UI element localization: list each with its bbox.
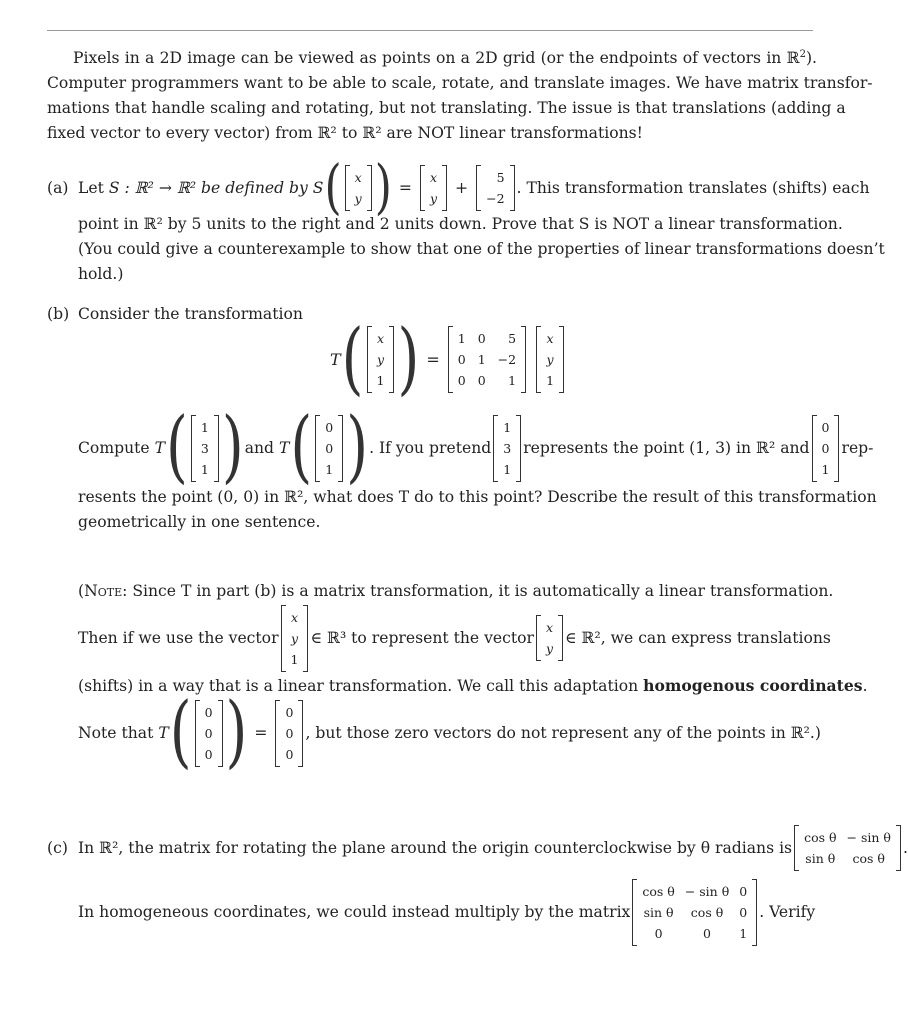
part-b-line-3: resents the point (0, 0) in ℝ², what does T do to this point? Describe the result of this transformation — [78, 488, 877, 506]
intro-line-1: Pixels in a 2D image can be viewed as points on a 2D grid (or the endpoints of vectors in ℝ$^2$). — [73, 48, 818, 67]
intro-line-2: Computer programmers want to be able to scale, rotate, and translate images. We have matrix transfor- — [47, 74, 873, 92]
part-b-compute-line: Compute T ( 1 3 1 ) and T ( 0 0 1 ) . If you pretend 1 3 1 represents the point (1, 3) in ℝ² and 0 0 1 rep- — [78, 401, 874, 493]
part-b-line-4: geometrically in one sentence. — [78, 513, 321, 531]
transformation-T-equation: T ( x y 1 ) = 1 0 0 0 1 0 5 −2 1 x y 1 — [330, 326, 566, 393]
part-b-marker: (b) — [47, 305, 70, 323]
matrix-T: 1 0 0 0 1 0 5 −2 1 — [448, 326, 526, 393]
part-c-line-2: In homogeneous coordinates, we could instead multiply by the matrix cos θ sin θ 0 − sin θ cos θ 0 0 0 1 . Verify — [78, 874, 816, 950]
vector-xy: x y — [345, 165, 372, 211]
vector-xy-rhs: x y — [420, 165, 447, 211]
part-a-line-1: Let S : ℝ² → ℝ² be defined by S ( x y ) = x y + 5 −2 . This transformation translates (shifts) each — [78, 152, 870, 222]
intro-line-4: fixed vector to every vector) from ℝ² to ℝ² are NOT linear transformations! — [47, 124, 643, 142]
note-zero-line: Note that T ( 0 0 0 ) = 0 0 0 , but those zero vectors do not represent any of the points in ℝ².) — [78, 686, 821, 778]
part-c-marker: (c) — [47, 839, 68, 857]
note-line-1: (Note: Since T in part (b) is a matrix transformation, it is automatically a linear transformation. — [78, 582, 834, 600]
part-a-line-3: (You could give a counterexample to show that one of the properties of linear transformations doesn’t — [78, 240, 885, 258]
vector-shift: 5 −2 — [476, 165, 514, 211]
note-vector-line: Then if we use the vector x y 1 ∈ ℝ³ to represent the vector x y ∈ ℝ², we can express translations — [78, 602, 816, 674]
top-rule — [47, 30, 813, 31]
part-a-line-2: point in ℝ² by 5 units to the right and 2 units down. Prove that S is NOT a linear transformation. — [78, 215, 843, 233]
part-a-line-4: hold.) — [78, 265, 124, 283]
intro-line-3: mations that handle scaling and rotating, but not translating. The issue is that translations (adding a — [47, 99, 846, 117]
rotation-matrix-homogeneous: cos θ sin θ 0 − sin θ cos θ 0 0 0 1 — [632, 879, 757, 946]
part-a-marker: (a) — [47, 179, 69, 197]
part-b-lead: Consider the transformation — [78, 305, 303, 323]
rotation-matrix-2d: cos θ sin θ − sin θ cos θ — [794, 825, 901, 871]
part-c-line-1: In ℝ², the matrix for rotating the plane around the origin counterclockwise by θ radians is cos θ sin θ − sin θ cos θ . — [78, 820, 816, 876]
note-line-3: (shifts) in a way that is a linear transformation. We call this adaptation homogenous coordinates. — [78, 676, 868, 695]
